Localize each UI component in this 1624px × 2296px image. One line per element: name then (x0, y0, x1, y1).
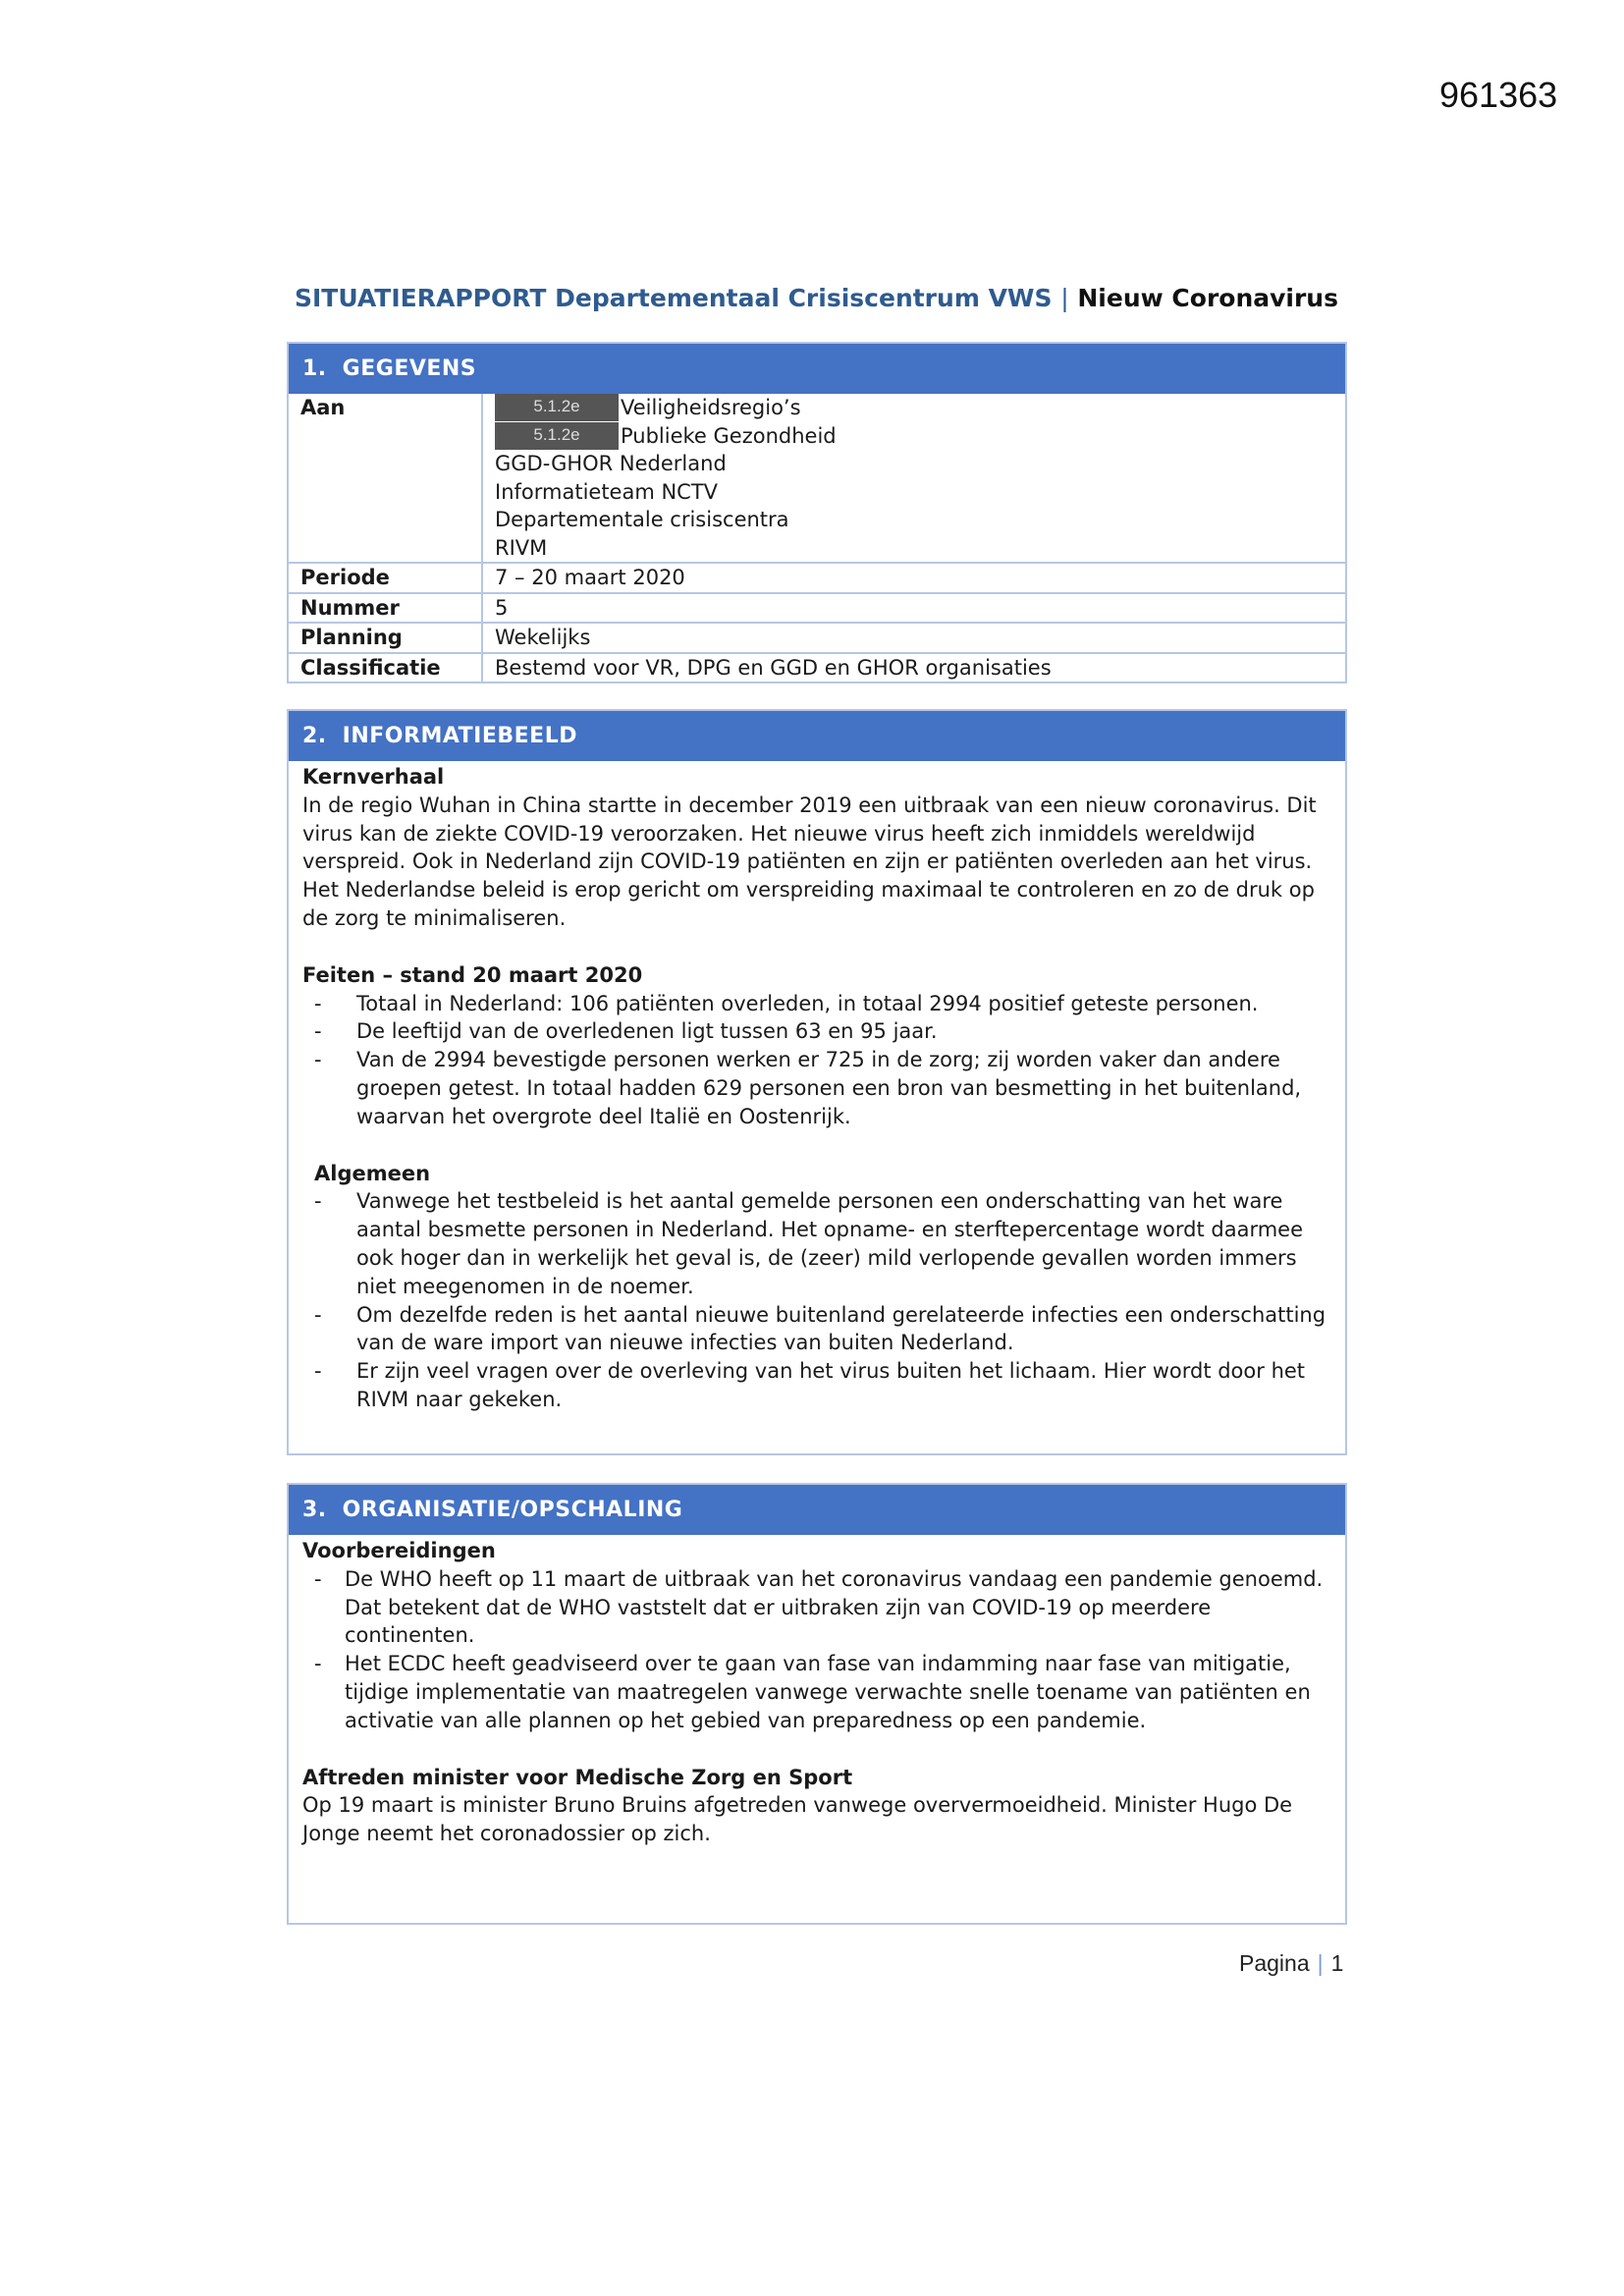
row-nummer (289, 592, 1345, 623)
voorbereidingen-list (302, 1565, 1331, 1735)
value-nummer: 5 (495, 595, 509, 620)
title-subject: Nieuw Coronavirus (1077, 284, 1338, 312)
section-title: GEGEVENS (342, 356, 477, 381)
document-number: 961363 (1439, 75, 1558, 115)
page-number: 1 (1330, 1950, 1344, 1976)
recipient-line: GGD-GHOR Nederland (495, 452, 727, 475)
feiten-list (302, 990, 1331, 1131)
recipient-line: RIVM (495, 535, 548, 560)
title-separator: | (1060, 284, 1069, 312)
redaction-block: 5.1.2e (495, 394, 619, 421)
section-organisatie (287, 1483, 1347, 1925)
recipient-line: 5.1.2e Publieke Gezondheid (495, 422, 837, 451)
label-planning: Planning (289, 624, 483, 652)
label-nummer: Nummer (289, 594, 483, 623)
value-periode: 7 – 20 maart 2020 (495, 566, 685, 589)
redaction-block: 5.1.2e (495, 422, 619, 450)
page-label: Pagina (1239, 1950, 1310, 1976)
page-title (295, 284, 1338, 312)
list-item: - Totaal in Nederland: 106 patiënten overleden, in totaal 2994 positief geteste personen. (302, 990, 1331, 1018)
page-footer (1239, 1950, 1343, 1977)
label-periode: Periode (289, 564, 483, 592)
section-header (289, 1485, 1345, 1535)
label-classificatie: Classificatie (289, 654, 483, 683)
section-gegevens (287, 342, 1347, 683)
label-aan: Aan (289, 394, 483, 562)
recipient-line: Informatieteam NCTV (495, 479, 719, 504)
list-item: - De leeftijd van de overledenen ligt tussen 63 en 95 jaar. (302, 1017, 1331, 1046)
row-aan (289, 394, 1345, 562)
list-item: - Er zijn veel vragen over de overleving van het virus buiten het lichaam. Hier wordt door het RIVM naar gekeken. (302, 1357, 1331, 1414)
kernverhaal-heading: Kernverhaal (302, 765, 445, 789)
value-aan (483, 394, 837, 562)
section-number: 3. (302, 1498, 327, 1522)
section-header (289, 711, 1345, 761)
list-item: - Om dezelfde reden is het aantal nieuwe buitenland gerelateerde infecties een onderschatting van de ware import van nieuwe infecties van buiten Nederland. (302, 1301, 1331, 1358)
section-body (289, 1535, 1345, 1848)
recipient-line: Departementale crisiscentra (495, 508, 789, 531)
row-planning (289, 622, 1345, 652)
algemeen-list (302, 1187, 1331, 1413)
section-number: 2. (302, 724, 327, 748)
aftreden-heading: Aftreden minister voor Medische Zorg en Sport (302, 1765, 853, 1789)
row-periode (289, 562, 1345, 592)
voorbereidingen-heading: Voorbereidingen (302, 1539, 496, 1562)
row-classificatie (289, 652, 1345, 683)
list-item: - Van de 2994 bevestigde personen werken er 725 in de zorg; zij worden vaker dan andere groepen getest. In totaal hadden 629 personen een bron van besmetting in het buitenland, waarvan het overgrote deel Italië en Oostenrijk. (302, 1046, 1331, 1130)
footer-separator: | (1317, 1950, 1324, 1976)
list-item: - Het ECDC heeft geadviseerd over te gaan van fase van indamming naar fase van mitigatie, tijdige implementatie van maatregelen vanwege verwachte snelle toename van patiënten en activatie van alle plannen op het gebied van preparedness op een pandemie. (302, 1650, 1331, 1734)
value-classificatie: Bestemd voor VR, DPG en GGD en GHOR organisaties (495, 655, 1052, 680)
feiten-heading: Feiten – stand 20 maart 2020 (302, 962, 643, 987)
kernverhaal-paragraph: In de regio Wuhan in China startte in december 2019 een uitbraak van een nieuw coronavirus. Dit virus kan de ziekte COVID-19 veroorzaken. Het nieuwe virus heeft zich inmiddels wereldwijd verspreid. Ook in Nederland zijn COVID-19 patiënten en zijn er patiënten overleden aan het virus. Het Nederlandse beleid is erop gericht om verspreiding maximaal te controleren en zo de druk op de zorg te minimaliseren. (302, 793, 1317, 930)
algemeen-heading: Algemeen (314, 1161, 431, 1185)
section-title: INFORMATIEBEELD (342, 724, 577, 748)
value-planning: Wekelijks (495, 626, 591, 649)
recipient-line: 5.1.2e Veiligheidsregio’s (495, 394, 837, 422)
section-body (289, 761, 1345, 1414)
list-item: - De WHO heeft op 11 maart de uitbraak van het coronavirus vandaag een pandemie genoemd. Dat betekent dat de WHO vaststelt dat er uitbraken zijn van COVID-19 op meerdere continenten. (302, 1565, 1331, 1650)
section-title: ORGANISATIE/OPSCHALING (342, 1498, 683, 1522)
section-number: 1. (302, 356, 327, 381)
list-item: - Vanwege het testbeleid is het aantal gemelde personen een onderschatting van het ware aantal besmette personen in Nederland. Het opname- en sterftepercentage wordt daarmee ook hoger dan in werkelijk het geval is, de (zeer) mild verlopende gevallen worden immers niet meegenomen in de noemer. (302, 1187, 1331, 1300)
section-header (289, 344, 1345, 394)
aftreden-paragraph: Op 19 maart is minister Bruno Bruins afgetreden vanwege oververmoeidheid. Minister Hugo De Jonge neemt het coronadossier op zich. (302, 1793, 1293, 1846)
section-informatiebeeld (287, 709, 1347, 1455)
title-main: SITUATIERAPPORT Departementaal Crisiscentrum VWS (295, 284, 1053, 312)
